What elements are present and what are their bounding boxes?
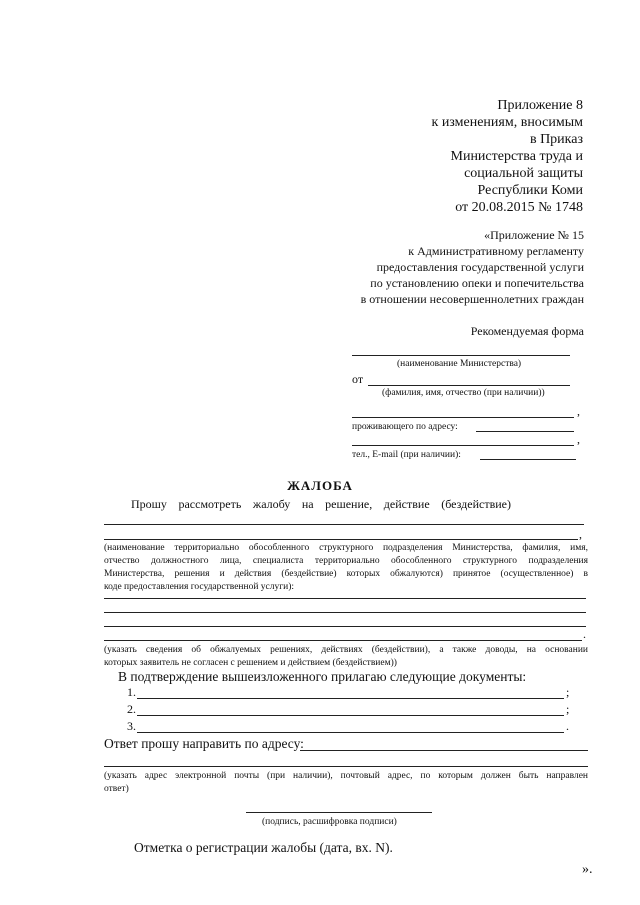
document-end: . xyxy=(566,719,569,733)
signature-caption: (подпись, расшифровка подписи) xyxy=(262,817,397,827)
request-text: Прошу рассмотреть жалобу на решение, действие (бездействие) xyxy=(131,497,511,511)
ministry-line xyxy=(352,355,570,356)
blank-line xyxy=(104,640,582,641)
answer-line xyxy=(300,750,588,751)
document-line xyxy=(137,698,564,699)
header-line: Республики Коми xyxy=(477,183,583,198)
ministry-caption: (наименование Министерства) xyxy=(397,359,522,369)
caption-line: отчество должностного лица, специалиста территориально обособленного структурного подразделения xyxy=(104,556,588,566)
document-title: ЖАЛОБА xyxy=(287,478,353,493)
period: . xyxy=(583,627,586,641)
header-line: в Приказ xyxy=(529,132,583,147)
residing-label: проживающего по адресу: xyxy=(352,422,458,432)
answer-line-2 xyxy=(104,766,588,767)
header-line: Министерства труда и xyxy=(450,149,583,164)
fio-caption: (фамилия, имя, отчество (при наличии)) xyxy=(382,388,545,398)
comma: , xyxy=(579,527,582,541)
recommended-form-label: Рекомендуемая форма xyxy=(470,324,584,338)
document-number: 1. xyxy=(127,685,136,699)
header-line: к изменениям, вносимым xyxy=(431,115,583,130)
caption-line: (указать сведения об обжалуемых решениях, действиях (бездействии), а также доводы, на основании xyxy=(104,645,588,655)
blank-line xyxy=(104,612,586,613)
caption-line: коде предоставления государственной услуги): xyxy=(104,582,295,592)
answer-label: Ответ прошу направить по адресу: xyxy=(104,736,304,751)
registration-note: Отметка о регистрации жалобы (дата, вх. N). xyxy=(134,840,393,855)
appendix-line: к Административному регламенту xyxy=(408,244,584,258)
address-line-1 xyxy=(352,417,574,418)
comma: , xyxy=(577,404,580,418)
confirmation-text: В подтверждение вышеизложенного прилагаю следующие документы: xyxy=(118,669,527,684)
document-end: ; xyxy=(566,702,570,716)
document-number: 3. xyxy=(127,719,136,733)
document-line xyxy=(137,715,564,716)
document-end: ; xyxy=(566,685,570,699)
contact-label: тел., E-mail (при наличии): xyxy=(352,450,461,460)
caption-line: (указать адрес электронной почты (при наличии), почтовый адрес, по которым должен быть направлен xyxy=(104,771,588,781)
address-line-2 xyxy=(476,431,574,432)
header-line: социальной защиты xyxy=(464,166,583,181)
caption-line: (наименование территориально обособленного структурного подразделения Министерства, фамилия, имя, xyxy=(104,543,588,553)
document-line xyxy=(137,732,564,733)
closing-quote: ». xyxy=(582,862,593,877)
comma: , xyxy=(577,432,580,446)
address-line-3 xyxy=(352,445,574,446)
caption-line: ответ) xyxy=(104,784,129,794)
caption-line: которых заявитель не согласен с решением и действием (бездействием)) xyxy=(104,658,397,668)
blank-line xyxy=(104,539,578,540)
appendix-line: «Приложение № 15 xyxy=(484,228,584,242)
signature-line xyxy=(246,812,432,813)
blank-line xyxy=(104,524,584,525)
header-line: от 20.08.2015 № 1748 xyxy=(455,200,583,215)
appendix-line: по установлению опеки и попечительства xyxy=(370,276,584,290)
header-line: Приложение 8 xyxy=(497,98,583,113)
appendix-line: предоставления государственной услуги xyxy=(376,260,584,274)
from-label: от xyxy=(352,372,364,386)
appendix-line: в отношении несовершеннолетних граждан xyxy=(360,292,584,306)
document-number: 2. xyxy=(127,702,136,716)
blank-line xyxy=(104,598,586,599)
blank-line xyxy=(104,626,586,627)
fio-line xyxy=(368,385,570,386)
contact-line xyxy=(480,459,576,460)
caption-line: Министерства, решения и действия (бездействие) которых обжалуются) принятое (осуществленное) в xyxy=(104,569,588,579)
